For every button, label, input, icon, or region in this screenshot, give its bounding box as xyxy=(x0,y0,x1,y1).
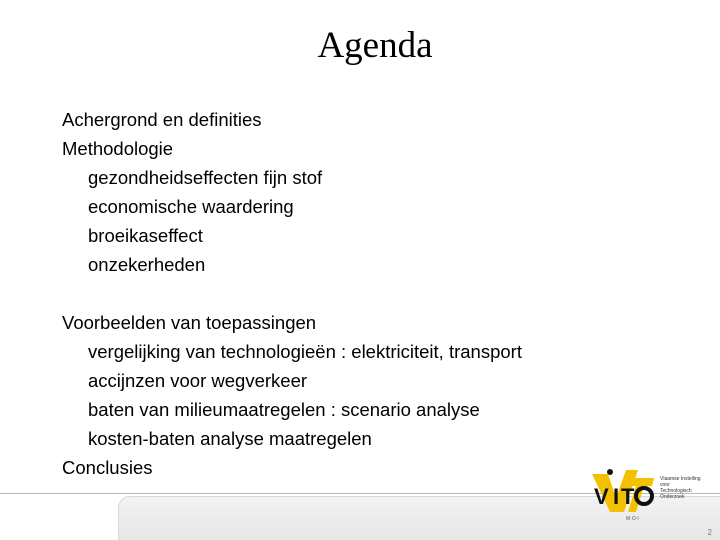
vito-logo xyxy=(586,464,658,522)
agenda-item: Achergrond en definities xyxy=(62,109,262,130)
agenda-subitem: baten van milieumaatregelen : scenario analyse xyxy=(88,399,480,420)
agenda-item: Conclusies xyxy=(62,457,153,478)
svg-text:V: V xyxy=(594,484,609,509)
agenda-subitem: kosten-baten analyse maatregelen xyxy=(88,428,372,449)
agenda-subitem: gezondheidseffecten fijn stof xyxy=(88,167,323,188)
agenda-subitem: economische waardering xyxy=(88,196,294,217)
svg-text:M·O·I: M·O·I xyxy=(626,516,639,522)
agenda-subitem: onzekerheden xyxy=(88,254,206,275)
agenda-subitem: vergelijking van technologieën : elektriciteit, transport xyxy=(88,341,522,362)
agenda-item: Voorbeelden van toepassingen xyxy=(62,312,317,333)
page-number: 2 xyxy=(707,528,712,537)
svg-text:I: I xyxy=(613,484,620,509)
svg-text:T: T xyxy=(621,484,635,509)
agenda-item: Methodologie xyxy=(62,138,174,159)
agenda-subitem: broeikaseffect xyxy=(88,225,203,246)
slide-title: Agenda xyxy=(317,25,433,66)
logo-tagline: Vlaamse Instelling voor Technologisch Onderzoek xyxy=(660,476,701,500)
agenda-list xyxy=(62,105,522,482)
agenda-spacer xyxy=(62,279,522,308)
agenda-subitem: accijnzen voor wegverkeer xyxy=(88,370,308,391)
